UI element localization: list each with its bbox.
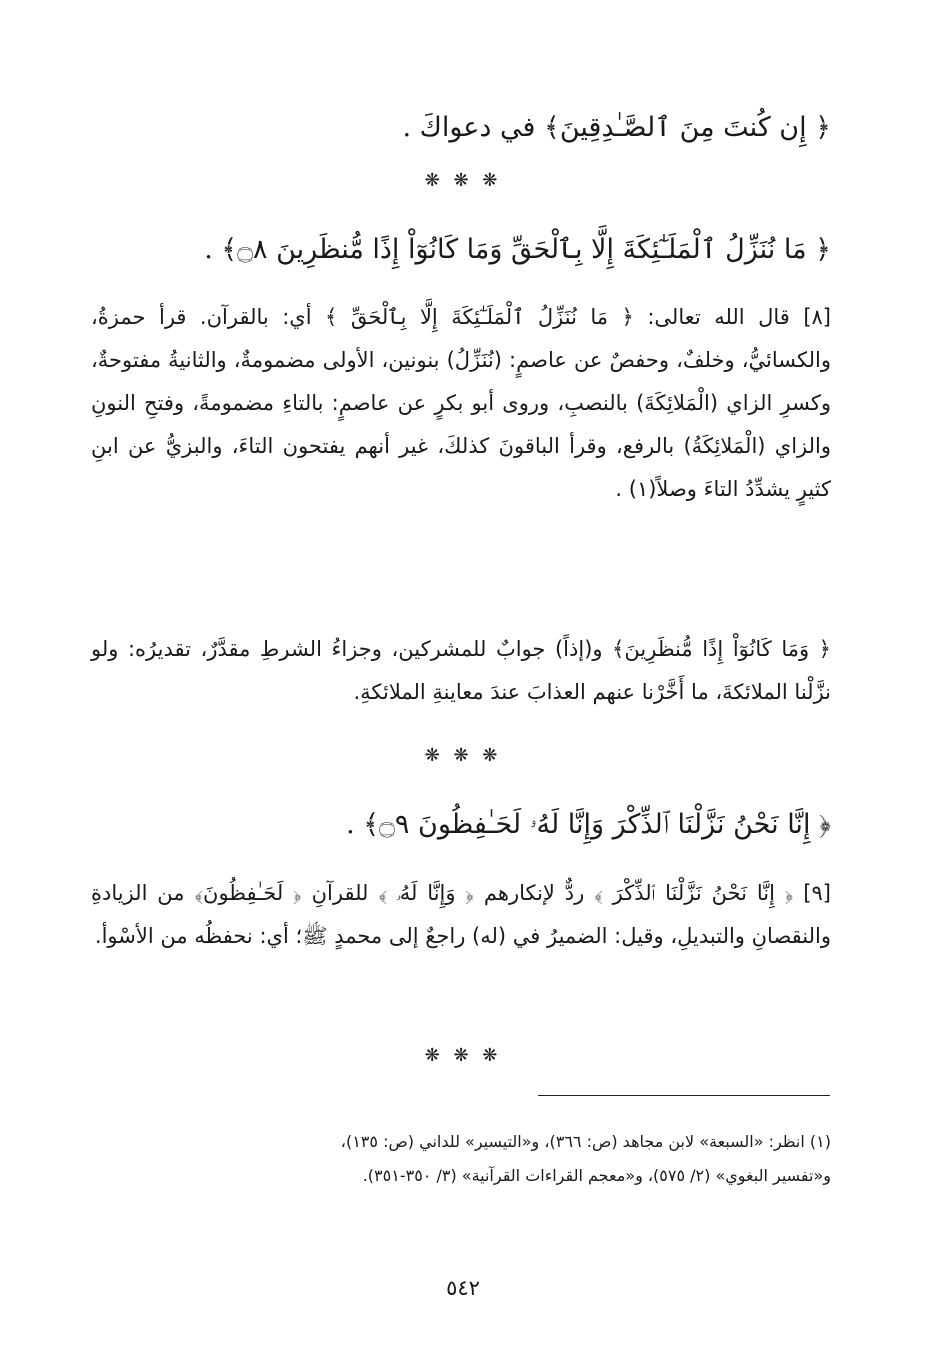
footnote-divider	[538, 1095, 830, 1096]
verse-line-top: ﴿ إِن كُنتَ مِنَ ٱلصَّـٰدِقِينَ﴾ في دعواكَ .	[402, 112, 831, 143]
footnote-line: (١) انظر: «السبعة» لابن مجاهد (ص: ٣٦٦)، و«التيسير» للداني (ص: ١٣٥)،	[340, 1132, 831, 1151]
verse-8-heading: ﴿ مَا نُنَزِّلُ ٱلْمَلَـٰٓئِكَةَ إِلَّا بِٱلْحَقِّ وَمَا كَانُوٓاْ إِذًا مُّنظَرِينَ ۝٨﴾ .	[204, 234, 831, 265]
footnote	[91, 1125, 831, 1193]
verse-9-heading: ﴿ إِنَّا نَحْنُ نَزَّلْنَا ٱلذِّكْرَ وَإِنَّا لَهُۥ لَحَـٰفِظُونَ ۝٩﴾ .	[346, 809, 831, 840]
commentary-paragraph-8	[91, 296, 831, 511]
page-number: ٥٤٢	[446, 1276, 480, 1300]
commentary-text: [٨] قال الله تعالى: ﴿ مَا نُنَزِّلُ ٱلْمَلَـٰٓئِكَةَ إِلَّا بِٱلْحَقِّ ﴾ أي: بالقرآن. قرأ حمزةُ، والكسائيُّ، وخلفٌ، وحفصٌ عن عاصمٍ: (نُنَزِّلُ) بنونين، الأولى مضمومةٌ، والثانيةُ مفتوحةٌ، وكسرِ الزاي (الْمَلائِكَةَ) بالنصبِ، وروى أبو بكرٍ عن عاصمٍ: بالتاءِ مضمومةً، وفتحِ النونِ والزاي (الْمَلائِكَةُ) بالرفع، وقرأ الباقونَ كذلكَ، غير أنهم يفتحون التاءَ، والبزيُّ عن ابنِ كثيرٍ يشدِّدُ التاءَ وصلاً(١) .	[91, 305, 831, 501]
commentary-text: [٩] ﴿ إِنَّا نَحْنُ نَزَّلْنَا ٱلذِّكْرَ ﴾ ردٌّ لإنكارهم ﴿ وَإِنَّا لَهُۥ ﴾ للقرآنِ ﴿ لَحَـٰفِظُونَ﴾ من الزيادةِ والنقصانِ والتبديلِ، وقيل: الضميرُ في (له) راجعٌ إلى محمدٍ ﷺ؛ أي: نحفظُه من الأسْوأ.	[91, 881, 831, 948]
commentary-text: ﴿ وَمَا كَانُوٓاْ إِذًا مُّنظَرِينَ﴾ و(إذاً) جوابٌ للمشركين، وجزاءُ الشرطِ مقدَّرٌ، تقديرُه: ولو نزَّلْنا الملائكةَ، ما أَخَّرْنا عنهم العذابَ عندَ معاينةِ الملائكةِ.	[91, 637, 831, 704]
section-separator: ❋ ❋ ❋	[424, 170, 502, 191]
footnote-line: و«تفسير البغوي» (٢/ ٥٧٥)، و«معجم القراءات القرآنية» (٣/ ٣٥٠-٣٥١).	[362, 1166, 831, 1185]
commentary-paragraph-8b	[91, 628, 831, 714]
section-separator: ❋ ❋ ❋	[424, 745, 502, 766]
commentary-paragraph-9	[91, 872, 831, 958]
section-separator: ❋ ❋ ❋	[424, 1045, 502, 1066]
